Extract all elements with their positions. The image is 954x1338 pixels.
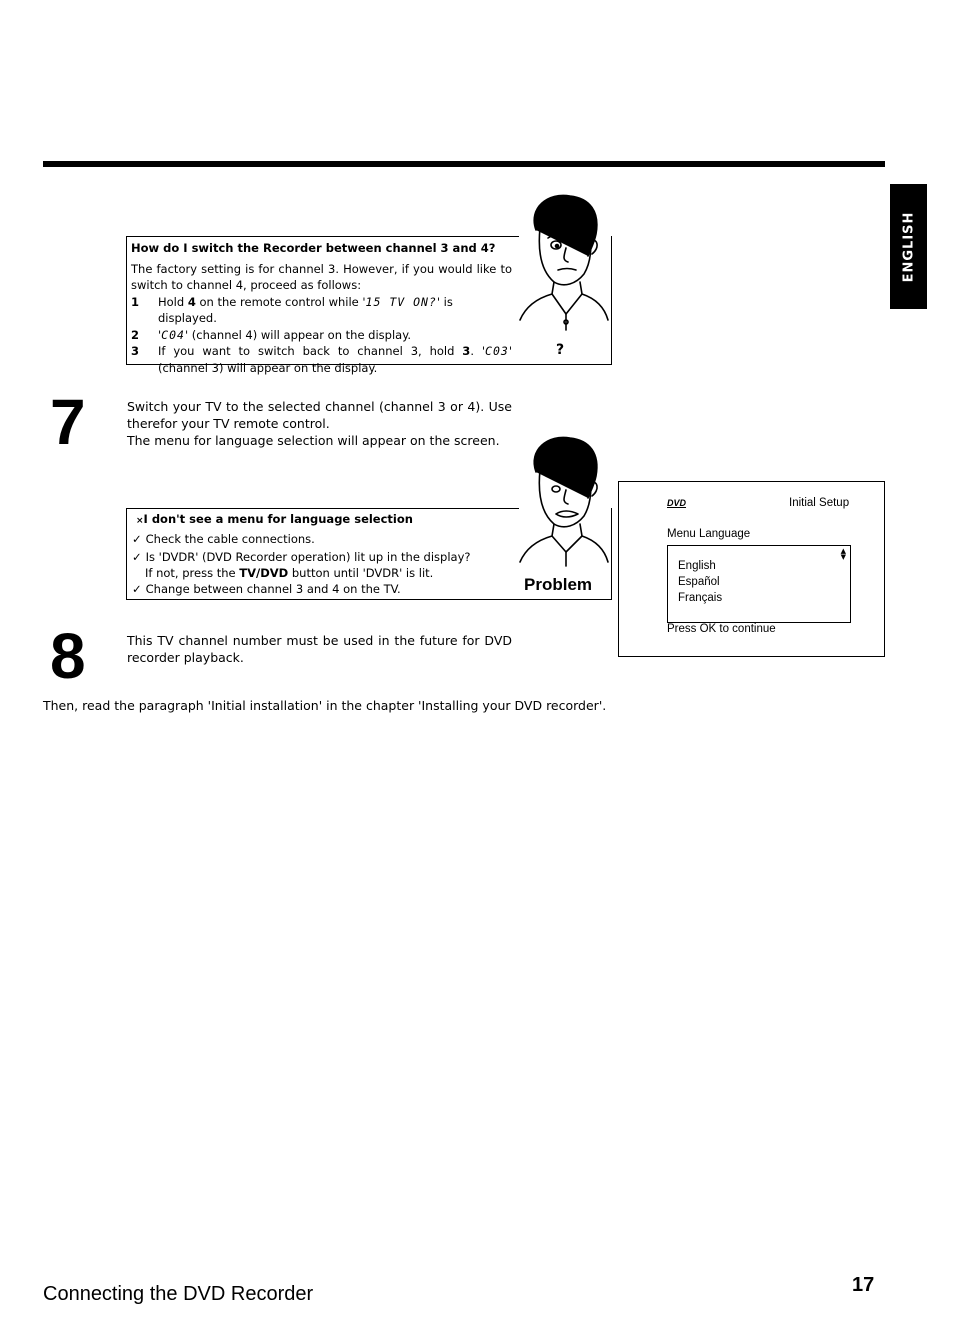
key-4: 4 — [187, 294, 196, 309]
check-icon: ✓ — [132, 582, 142, 596]
language-option-francais[interactable]: Français — [678, 592, 723, 604]
footer-title: Connecting the DVD Recorder — [43, 1283, 314, 1305]
step-7-text — [127, 398, 512, 449]
question-mark: ? — [556, 342, 565, 358]
problem-check-1: ✓ Check the cable connections. — [132, 532, 315, 546]
problem-check-2b: If not, press the TV/DVD button until 'DVDR' is lit. — [145, 566, 434, 580]
key-3: 3 — [462, 344, 471, 358]
problem-label: Problem — [524, 575, 593, 594]
tip-intro: The factory setting is for channel 3. However, if you would like to switch to channel 4, proceed as follows: — [131, 261, 512, 292]
lcd-text-15tv: 15 TV ON? — [365, 294, 437, 309]
scroll-arrows-icon[interactable]: ▲ ▼ — [840, 547, 846, 561]
closing-paragraph: Then, read the paragraph 'Initial installation' in the chapter 'Installing your DVD recorder'. — [43, 698, 607, 713]
cross-icon: × — [136, 516, 144, 526]
top-rule — [43, 161, 885, 167]
check-icon: ✓ — [132, 532, 142, 546]
step-7-paragraph-1: Switch your TV to the selected channel (channel 3 or 4). Use therefor your TV remote control. — [127, 399, 512, 431]
step-7-paragraph-2: The menu for language selection will appear on the screen. — [127, 433, 500, 448]
language-list[interactable] — [667, 545, 851, 623]
tip-step-1: 1 Hold 4 on the remote control while '15 TV ON?' is displayed. — [131, 294, 453, 325]
page-number: 17 — [852, 1274, 875, 1296]
tip-content — [131, 240, 512, 376]
screen-title: Initial Setup — [789, 497, 850, 509]
problem-check-3: ✓ Change between channel 3 and 4 on the TV. — [132, 582, 401, 596]
menu-language-label: Menu Language — [667, 528, 751, 540]
tip-step-2-number: 2 — [131, 327, 140, 342]
check-icon: ✓ — [132, 550, 142, 564]
tip-step-2: 2 'C04' (channel 4) will appear on the display. — [131, 327, 412, 342]
screen-footer: Press OK to continue — [667, 623, 776, 635]
tip-heading: How do I switch the Recorder between channel 3 and 4? — [131, 241, 496, 255]
language-tab — [890, 184, 927, 309]
tip-step-1-number: 1 — [131, 294, 140, 309]
tv-screen-mockup — [618, 481, 885, 657]
dvd-logo: DVD — [667, 498, 687, 508]
tip-step-3-number: 3 — [131, 344, 140, 358]
problem-content — [132, 510, 517, 598]
problem-heading: ×I don't see a menu for language selection — [136, 512, 413, 526]
step-number-7: 7 — [50, 386, 86, 458]
lcd-text-c03: C03 — [485, 344, 509, 358]
step-number-8: 8 — [50, 620, 86, 692]
language-option-english[interactable]: English — [678, 560, 716, 572]
lcd-text-c04: C04 — [161, 327, 185, 342]
tv-dvd-key: TV/DVD — [239, 566, 289, 580]
tip-step-3: 3 If you want to switch back to channel 3, hold 3. 'C03' (channel 3) will appear on the display. — [131, 344, 512, 375]
language-tab-label: ENGLISH — [901, 211, 916, 282]
problem-check-2: ✓ Is 'DVDR' (DVD Recorder operation) lit up in the display? — [132, 550, 471, 564]
step-8-text: This TV channel number must be used in the future for DVD recorder playback. — [127, 633, 512, 665]
language-option-espanol[interactable]: Español — [678, 576, 720, 588]
